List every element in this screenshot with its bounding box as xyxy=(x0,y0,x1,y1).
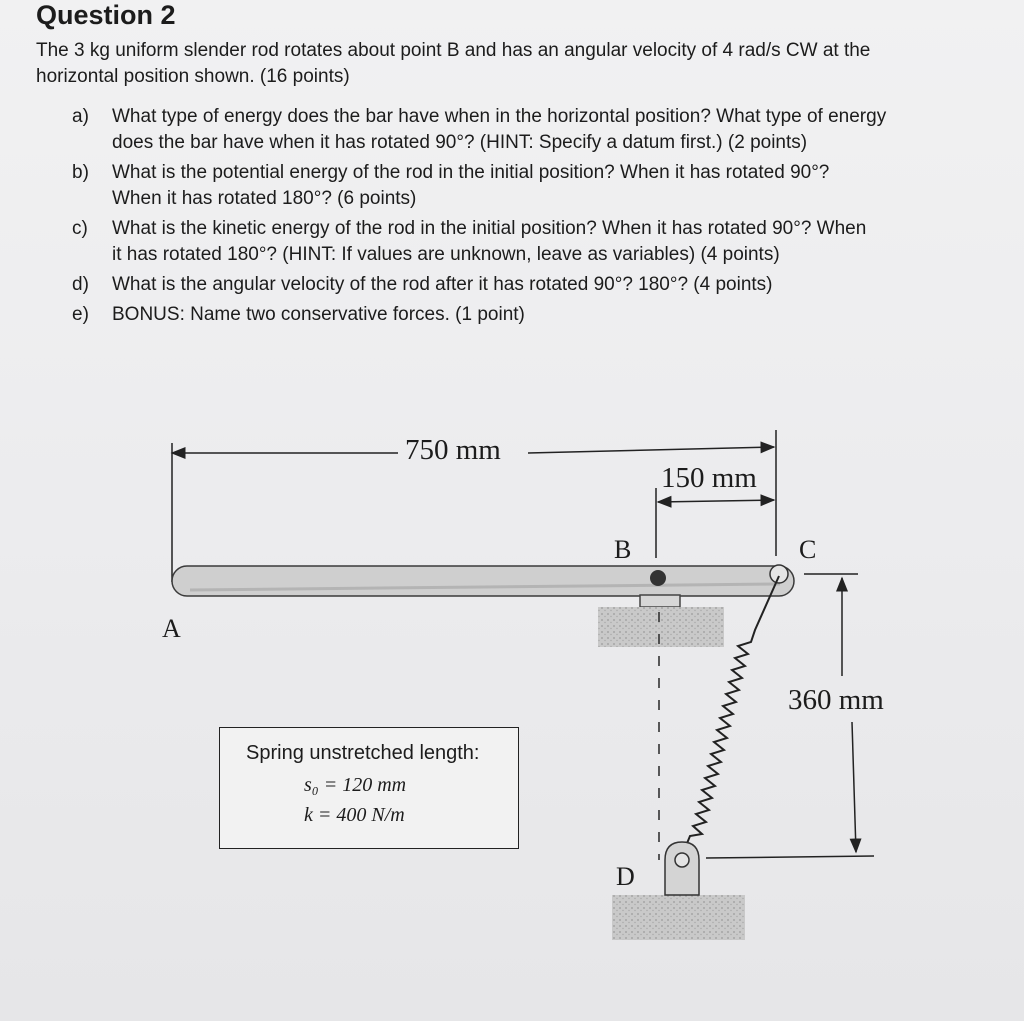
pin-b xyxy=(650,570,666,586)
spring-stiffness: k = 400 N/m xyxy=(304,804,405,826)
label-point-a: A xyxy=(162,614,181,643)
pivot-b-block xyxy=(640,595,680,607)
label-point-d: D xyxy=(616,862,635,891)
spring-unstretched-length: s₀ = 120 mm xyxy=(304,774,407,796)
label-point-c: C xyxy=(799,535,817,564)
question-line: BONUS: Name two conservative forces. (1 point) xyxy=(112,304,525,325)
dimension-label-360: 360 mm xyxy=(788,684,884,716)
pin-d xyxy=(675,853,689,867)
spring-properties-box xyxy=(219,727,519,849)
question-line: What is the angular velocity of the rod after it has rotated 90°? 180°? (4 points) xyxy=(112,274,773,295)
question-line: When it has rotated 180°? (6 points) xyxy=(112,188,417,209)
dimension-line-750 xyxy=(528,447,774,453)
question-line: does the bar have when it has rotated 90°? (HINT: Specify a datum first.) (2 points) xyxy=(112,132,808,153)
question-letter: c) xyxy=(72,218,88,239)
dimension-line-150 xyxy=(658,500,774,502)
support-d-bracket xyxy=(665,842,699,895)
label-point-b: B xyxy=(614,535,632,564)
question-letter: a) xyxy=(72,106,89,127)
question-line: it has rotated 180°? (HINT: If values are unknown, leave as variables) (4 points) xyxy=(112,244,780,265)
question-letter: e) xyxy=(72,304,89,325)
slender-rod xyxy=(172,566,794,596)
intro-line-1: The 3 kg uniform slender rod rotates about point B and has an angular velocity of 4 rad/s CW at the xyxy=(36,40,871,61)
question-letter: d) xyxy=(72,274,89,295)
dimension-label-750: 750 mm xyxy=(405,434,501,466)
question-line: What is the kinetic energy of the rod in the initial position? When it has rotated 90°? When xyxy=(112,218,867,239)
pin-c xyxy=(770,565,788,583)
dimension-line-360-bottom xyxy=(852,722,856,852)
question-line: What type of energy does the bar have when in the horizontal position? What type of energy xyxy=(112,106,887,127)
extension-line-d-bottom xyxy=(706,856,874,858)
intro-line-2: horizontal position shown. (16 points) xyxy=(36,66,350,87)
question-line: What is the potential energy of the rod in the initial position? When it has rotated 90°? xyxy=(112,162,830,183)
pivot-b-base xyxy=(598,607,724,647)
question-title: Question 2 xyxy=(36,0,176,30)
question-letter: b) xyxy=(72,162,89,183)
spring-box-header: Spring unstretched length: xyxy=(246,742,480,764)
dimension-label-150: 150 mm xyxy=(661,462,757,494)
support-d-base xyxy=(612,895,745,940)
